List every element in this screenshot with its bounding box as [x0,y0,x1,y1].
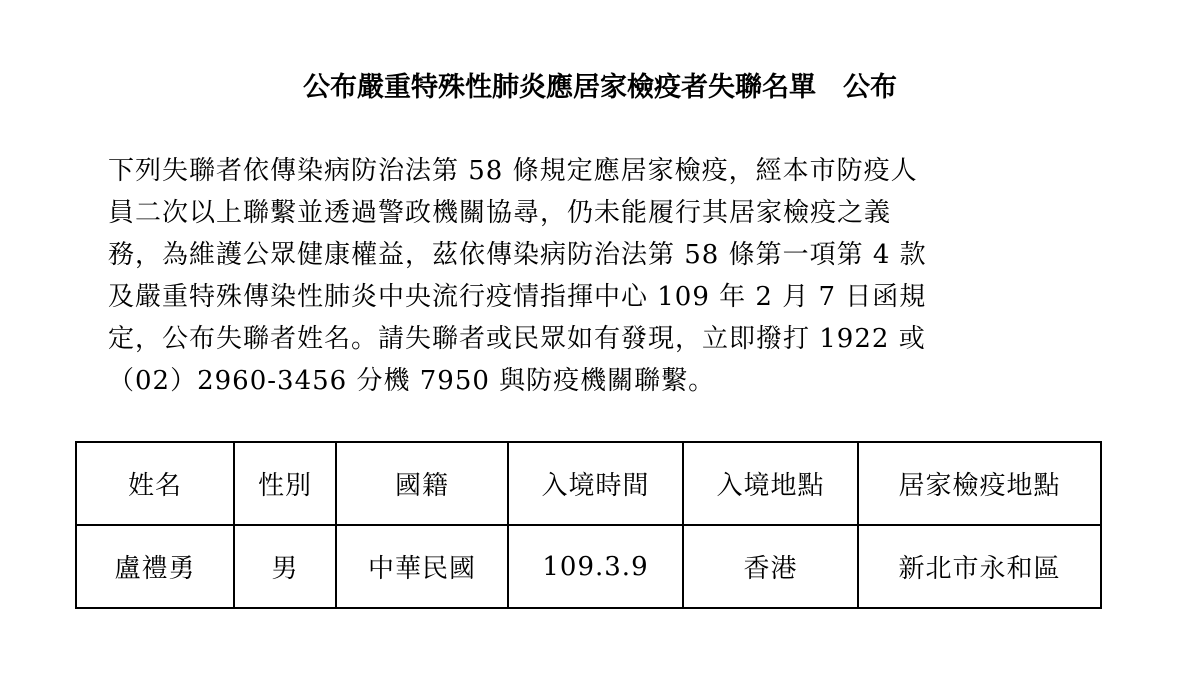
header-quarantine-location: 居家檢疫地點 [858,442,1101,525]
header-gender: 性別 [234,442,336,525]
table-row [76,525,1101,608]
missing-persons-table [75,441,1102,609]
table-header-row [76,442,1101,525]
body-line: 及嚴重特殊傳染性肺炎中央流行疫情指揮中心 109 年 2 月 7 日函規 [108,282,927,312]
header-name: 姓名 [76,442,234,525]
header-entry-date: 入境時間 [508,442,683,525]
body-line: （02）2960-3456 分機 7950 與防疫機關聯繫。 [108,366,716,396]
cell-name: 盧禮勇 [76,525,234,608]
cell-entry-location: 香港 [683,525,858,608]
header-nationality: 國籍 [336,442,508,525]
cell-entry-date: 109.3.9 [508,525,683,608]
body-line: 下列失聯者依傳染病防治法第 58 條規定應居家檢疫，經本市防疫人 [108,156,918,186]
body-line: 定，公布失聯者姓名。請失聯者或民眾如有發現，立即撥打 1922 或 [108,324,926,354]
document-body [108,150,1068,402]
body-line: 員二次以上聯繫並透過警政機關協尋，仍未能履行其居家檢疫之義 [108,198,892,228]
cell-gender: 男 [234,525,336,608]
header-entry-location: 入境地點 [683,442,858,525]
document-title: 公布嚴重特殊性肺炎應居家檢疫者失聯名單 公布 [303,72,897,103]
body-line: 務，為維護公眾健康權益，茲依傳染病防治法第 58 條第一項第 4 款 [108,240,927,270]
cell-nationality: 中華民國 [336,525,508,608]
cell-quarantine-location: 新北市永和區 [858,525,1101,608]
